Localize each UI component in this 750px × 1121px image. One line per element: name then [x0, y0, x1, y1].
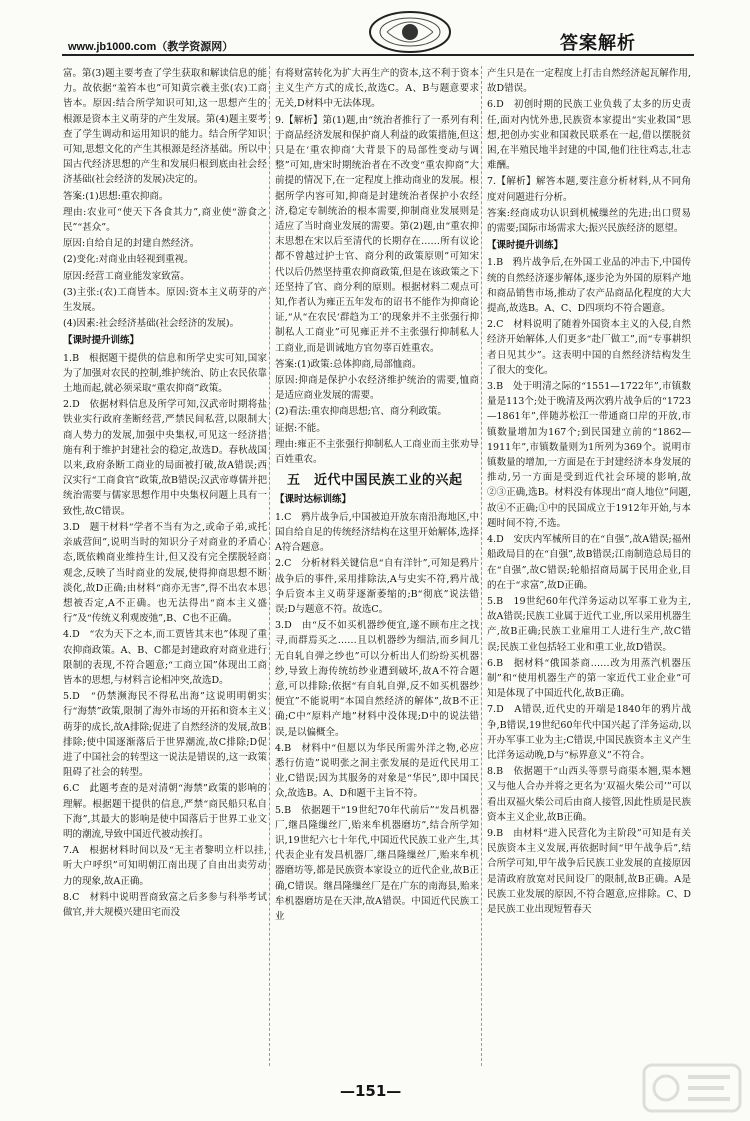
answer-line: (2)变化:对商业由轻视到重视。 [63, 254, 194, 266]
answer-item: 6.B 据材料“俄国茶商……改为用蒸汽机器压制”和“使用机器生产的第一家近代工业企业”可知是体现了中国近代化,故B正确。 [487, 657, 691, 700]
answer-line: 原因:抑商是保护小农经济维护统治的需要,恤商是适应商业发展的需要。 [275, 375, 479, 402]
answer-item: 5.B 依据题干“19世纪70年代前后”“发昌机器厂,继昌隆缫丝厂,贻来牟机器磨坊”,结合所学知识,19世纪六七十年代,中国近代民族工业产生,其代表企业有发昌机器厂,继昌隆缫丝厂,贻来牟机器磨坊等,都是民族资本家设立的近代企业,故B正确,C错误。继昌隆缫丝厂是在广东的南海县,贻来牟机器磨坊是在天津,故A错误。中国近代民族工业 [275, 804, 479, 922]
answer-item: 1.B 鸦片战争后,在外国工业品的冲击下,中国传统的自然经济逐步解体,逐步沦为外国的原料产地和商品销售市场,推动了农产品商品化程度的大大提高,故选B。A、C、D四项均不符合题意。 [487, 257, 691, 315]
page-title: 答案解析 [560, 33, 636, 54]
answer-item: 6.D 初创时期的民族工业负载了太多的历史责任,面对内忧外患,民族资本家提出“实业救国”思想,把创办实业和国救民联系在一起,借以摆脱贫困,在半殖民地半封建的中国,他们往往鸡志,壮志难酬。 [487, 99, 691, 172]
answer-item: 7.A 根据材料时间以及“无主者黎明立杆以挂,听大户呼织”可知明朝江南出现了自由出卖劳动力的现象,故A正确。 [63, 845, 267, 887]
answer-line: (3)主张:(农)工商皆本。原因:资本主义萌芽的产生发展。 [63, 286, 267, 314]
answer-line: (4)因素:社会经济基础(社会经济的发展)。 [63, 318, 240, 330]
answer-line: 原因:自给自足的封建自然经济。 [63, 238, 200, 250]
answer-item: 1.C 鸦片战争后,中国被迫开放东南沿海地区,中国自给自足的传统经济结构在这里开始解体,选择A符合题意。 [275, 511, 479, 554]
page-number: —151— [340, 1082, 402, 1100]
answer-item: 3.D 由“反不如买机器纱便宜,遂不顾布庄之找寻,而群焉买之……且以机器纱为细洁,而乡间几无自轧自弹之纱也”可以分析出人们纷纷买机器纱,导致上海传统纺纱业遭到破坏,故A不符合题意,可以排除;依据“有自轧自弹,反不如买机器纱便宜”不能说明“本国自然经济的解体”,故B不正确;C中“原料产地”材料中没体现;D中的说法错误,是以偏概全。 [275, 620, 479, 738]
subsection-heading: 【课时提升训练】 [63, 335, 140, 347]
column-divider [269, 66, 270, 1066]
answer-item: 5.D “仍禁濒海民不得私出海”这说明明朝实行“海禁”政策,限制了海外市场的开拓和资本主义萌芽的成长,故A排除;促进了自然经济的发展,故B排除;使中国逐渐落后于世界潮流,故C排除;D促进了中国社会的转型这一说法是错误的,这一政策阻碍了社会的转型。 [63, 691, 267, 779]
paragraph: 有将财富转化为扩大再生产的资本,这不利于资本主义生产方式的成长,故选C。A、B与题意要求无关,D材料中无法体现。 [275, 68, 479, 110]
column-1 [63, 66, 267, 921]
answer-line: 答案:(1)政策:总体抑商,局部恤商。 [275, 358, 422, 370]
publisher-logo-icon [367, 10, 453, 54]
answer-item: 4.D “农为天下之本,而工贾皆其末也”体现了重农抑商政策。A、B、C都是封建政府对商业进行限制的表现,不符合题意;“工商立国”体现出工商皆本的思想,与材料言论相冲突,故选D。 [63, 629, 267, 686]
page-header [62, 28, 694, 56]
answer-item: 7.D A错误,近代史的开端是1840年的鸦片战争,B错误,19世纪60年代中国兴起了洋务运动,以开办军事工业为主;C错误,中国民族资本主义产生比洋务运动晚,D与“标界意义”不符合。 [487, 704, 691, 761]
column-2 [275, 66, 479, 925]
answer-item: 3.B 处于明清之际的“1551—1722年”,市镇数量是113个;处于晚清及两次鸦片战争后的“1723—1861年”,伴随苏松江一带通商口岸的开放,市镇数量增加为167个;到民国建立前的“1862—1911年”,市镇数量则为1所列为369个。说明市镇数量的增加,一方面是在于封建经济本身发展的推动,另一方面是受到近代社会环境的影响,故②③正确,选B。材料没有体现出“商人地位”问题,故④不正确;①中的民国成立于1912年开始,与本题时间不符,不选。 [487, 381, 691, 529]
answer-item: 1.B 根据题干提供的信息和所学史实可知,国家为了加强对农民的控制,维护统治、防止农民依靠土地而起,就必须采取“重农抑商”政策。 [63, 352, 267, 395]
column-3 [487, 66, 691, 918]
paragraph: 富。第(3)题主要考查了学生获取和解读信息的能力。故依据“羞笞本也”可知黄宗羲主张(农)工商皆本。原因:结合所学知识可知,这一思想产生的根源是资本主义萌芽的产生发展。第(4)题主要考查了学生调动和运用知识的能力。结合所学知识可知,思想文化的产生其根源是经济基础。所以中国古代经济思想的产生和发展归根到底由社会经济基础(社会经济的发展)决定的。 [63, 68, 267, 186]
answer-item: 2.C 材料说明了随着外国资本主义的入侵,自然经济开始解体,人们更多“赴厂做工”,而“专事耕织者日见其少”。这表明中国的自然经济结构发生了很大的变化。 [487, 319, 691, 376]
answer-line: 理由:农业可“使天下各食其力”,商业使“游食之民”“甚众”。 [63, 206, 267, 234]
watermark-logo-icon [640, 1059, 744, 1117]
answer-item: 5.B 19世纪60年代洋务运动以军事工业为主,故A错误;民族工业属于近代工业,所以采用机器生产,故B正确;民族工业雇用工人进行生产,故C错误;民族工业包括轻工业和重工业,故D错误。 [487, 595, 691, 653]
answer-line: 原因:经营工商业能发家致富。 [63, 270, 190, 282]
answer-line: 答案:经商成功认识到机械缫丝的先进;出口贸易的需要;国际市场需求大;振兴民族经济的愿望。 [487, 207, 691, 235]
answer-item: 8.B 依据题干“山西头等票号商渠本翘,渠本翘又与他人合办并将之更名为‘双福火柴公司’”可以看出双福火柴公司后由商人接管,因此性质是民族资本主义企业,故B正确。 [487, 766, 691, 823]
answer-item: 9.B 由材料“进入民营化为主阶段”可知是有关民族资本主义发展,再依据时间“甲午战争后”,结合所学可知,甲午战争后民族工业发展的直接原因是清政府放宽对民间设厂的限制,故B正确。A是民族工业发展的原因,不符合题意,应排除。C、D是民族工业出现短暂春天 [487, 827, 691, 915]
paragraph: 产生只是在一定程度上打击自然经济起瓦解作用,故D错误。 [487, 68, 691, 95]
answer-item: 6.C 此题考查的是对清朝“海禁”政策的影响的理解。根据题干提供的信息,严禁“商民船只私自下海”,其最大的影响是使中国落后于世界工业文明的潮流,导致中国近代被动挨打。 [63, 783, 267, 840]
section-heading: 五 近代中国民族工业的兴起 [287, 473, 463, 489]
answer-item: 2.D 依据材料信息及所学可知,汉武帝时期将盐铁业实行政府垄断经营,严禁民间私营,以限制大商人势力的发展,加强中央集权,可见这一经济措施有利于维护封建社会的稳定,故选D。春秋战国以来,政府条断工商业的局面被打破,故A错误;西汉实行“工商食官”政策,故B错误;汉武帝尊儒并把统治需要与儒家思想作用中央集权问题上具有一致性,故C错误。 [63, 399, 267, 517]
answer-item: 3.D 题干材料“学者不当有为之,或命子弟,或托亲戚营间”,说明当时的知识分子对商业的矛盾心态,既依赖商业维持生计,但又没有完全摆脱轻商观念,反映了当时商业的发展,使得抑商思想不断淡化,故D正确;由材料“商亦无害”,得不出农本思想被否定,A不正确。也无法得出“商本主义盛行”及“传统义利观废弛”,B、C也不正确。 [63, 521, 267, 625]
subsection-heading: 【课时提升训练】 [487, 240, 564, 252]
answer-line: 理由:雍正不主张强行抑制私人工商业而主张劝导百姓重农。 [275, 438, 479, 466]
site-url: www.jb1000.com（教学资源网） [68, 41, 234, 53]
answer-item: 4.D 安庆内军械所目的在“自强”,故A错误;福州船政局目的在“自强”,故B错误;江南制造总局目的在“自强”,故C错误;轮船招商局属于民用企业,目的在于“求富”,故D正确。 [487, 534, 691, 591]
answer-line: 证据:不能。 [275, 422, 326, 434]
answer-line: (2)看法:重农抑商思想;官、商分利政策。 [275, 406, 447, 418]
answer-item: 8.C 材料中说明晋商致富之后多参与科举考试做官,并大规模兴建田宅而没 [63, 891, 267, 918]
answer-item: 9.【解析】第(1)题,由“统治者推行了一系列有利于商品经济发展和保护商人利益的政策措施,但这只是在‘重农抑商’大背景下的局部性变动与调整”可知,唐宋时期统治者在不改变“重农抑商”大前提的情况下,在一定程度上推动商业的发展。根据所学内容可知,抑商是封建统治者保护小农经济,稳定专制统治的根本需要,抑制商业发展则是适应了当时商业发展的需要。第(2)题,由“重农抑末思想在宋以后至清代的长期存在……所有议论都不曾越过护士官、商分利的政策原则”可知宋代以后仍然坚持重农抑商政策,但是在该政策之下还坚持了官、商分利的原则。根据材料二观点可知,作者认为雍正五年发布的诏书不能作为抑商论证,“从“在农民‘群趋为工’的现象并不主张强行抑制私人工商业”可见雍正并不主张强行抑制私人工商业,而是训诫地方官勿辜百姓重农。 [275, 114, 479, 354]
subsection-heading: 【课时达标训练】 [275, 494, 352, 506]
answer-item: 2.C 分析材料关键信息“自有洋针”,可知是鸦片战争后的事件,采用排除法,A与史实不符,鸦片战争后资本主义萌芽逐渐萎缩的;B“彻底”说法错误;D与题意不符。故选C。 [275, 558, 479, 615]
column-divider [481, 66, 482, 1066]
answer-line: 答案:(1)思想:重农抑商。 [63, 190, 169, 202]
answer-item: 4.B 材料中“但愿以为华民所需外洋之物,必应悉行仿造”说明张之洞主张发展的是近代民用工业,C错误;因为其服务的对象是“华民”,即中国民众,故选B。A、D和题干主旨不符。 [275, 742, 479, 800]
answer-item: 7.【解析】解答本题,要注意分析材料,从不同角度对问题进行分析。 [487, 176, 691, 203]
answer-page [63, 66, 695, 1066]
